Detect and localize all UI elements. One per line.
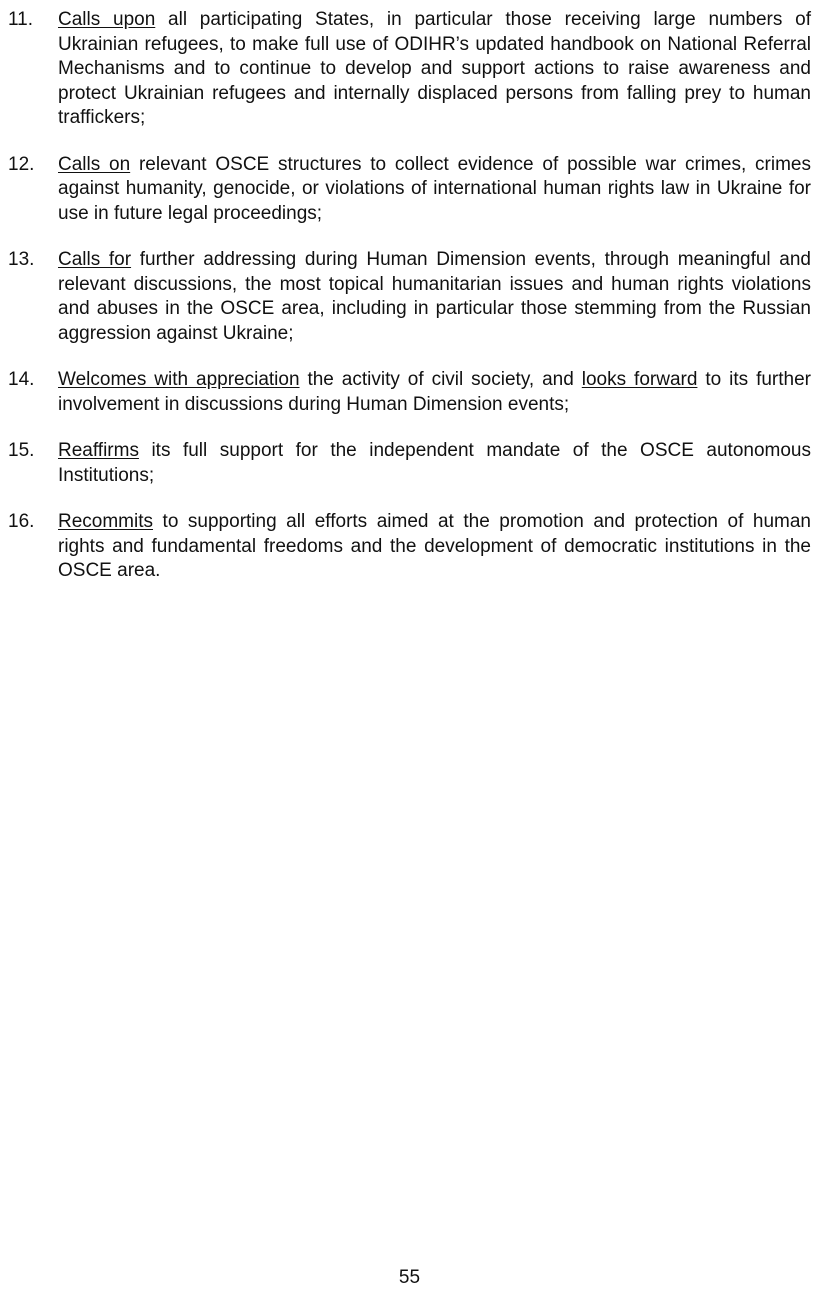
- paragraph-text: [58, 368, 811, 417]
- paragraph-number: 11.: [8, 9, 34, 30]
- paragraph-text: [58, 439, 811, 488]
- paragraph-number: 14.: [8, 369, 35, 390]
- paragraph-number: 16.: [8, 511, 35, 532]
- paragraph-text: [58, 153, 811, 227]
- paragraph-15: [8, 439, 811, 488]
- paragraph-body: further addressing during Human Dimension events, through meaningful and relevant discussions, the most topical humanitarian issues and human rights violations and abuses in the OSCE area, including in particular those stemming from the Russian aggression against Ukraine;: [58, 249, 811, 344]
- paragraph-body: the activity of civil society, and: [299, 369, 582, 390]
- operative-verb: Calls for: [58, 249, 132, 270]
- operative-verb: Welcomes with appreciation: [58, 369, 300, 390]
- paragraph-body: its full support for the independent mandate of the OSCE autonomous Institutions;: [58, 440, 811, 486]
- paragraph-body-continued: to its further involvement in discussions during Human Dimension events;: [58, 369, 811, 415]
- paragraph-body: all participating States, in particular those receiving large numbers of Ukrainian refugees, to make full use of ODIHR’s updated handbook on National Referral Mechanisms and to continue to develop and support actions to raise awareness and protect Ukrainian refugees and internally displaced persons from falling prey to human traffickers;: [58, 9, 811, 128]
- operative-verb: Calls on: [58, 153, 131, 175]
- paragraph-14: [8, 368, 811, 417]
- paragraph-text: [58, 8, 811, 131]
- paragraph-text: [58, 510, 811, 584]
- paragraph-number: 15.: [8, 440, 35, 461]
- paragraph-body: relevant OSCE structures to collect evidence of possible war crimes, crimes against humanity, genocide, or violations of international human rights law in Ukraine for use in future legal proceedings;: [58, 153, 811, 224]
- operative-verb: Recommits: [58, 511, 154, 532]
- operative-verb: Calls upon: [58, 9, 156, 30]
- paragraph-number: 12.: [8, 153, 35, 175]
- operative-verb-secondary: looks forward: [581, 369, 698, 390]
- paragraph-11: [8, 8, 811, 131]
- numbered-paragraph-list: [8, 8, 811, 606]
- paragraph-16: [8, 510, 811, 584]
- paragraph-13: [8, 248, 811, 346]
- paragraph-12: [8, 153, 811, 227]
- paragraph-number: 13.: [8, 249, 35, 270]
- operative-verb: Reaffirms: [58, 440, 139, 461]
- page-number: 55: [398, 1267, 421, 1288]
- paragraph-body: to supporting all efforts aimed at the promotion and protection of human rights and fundamental freedoms and the development of democratic institutions in the OSCE area.: [58, 511, 811, 581]
- paragraph-text: [58, 248, 811, 346]
